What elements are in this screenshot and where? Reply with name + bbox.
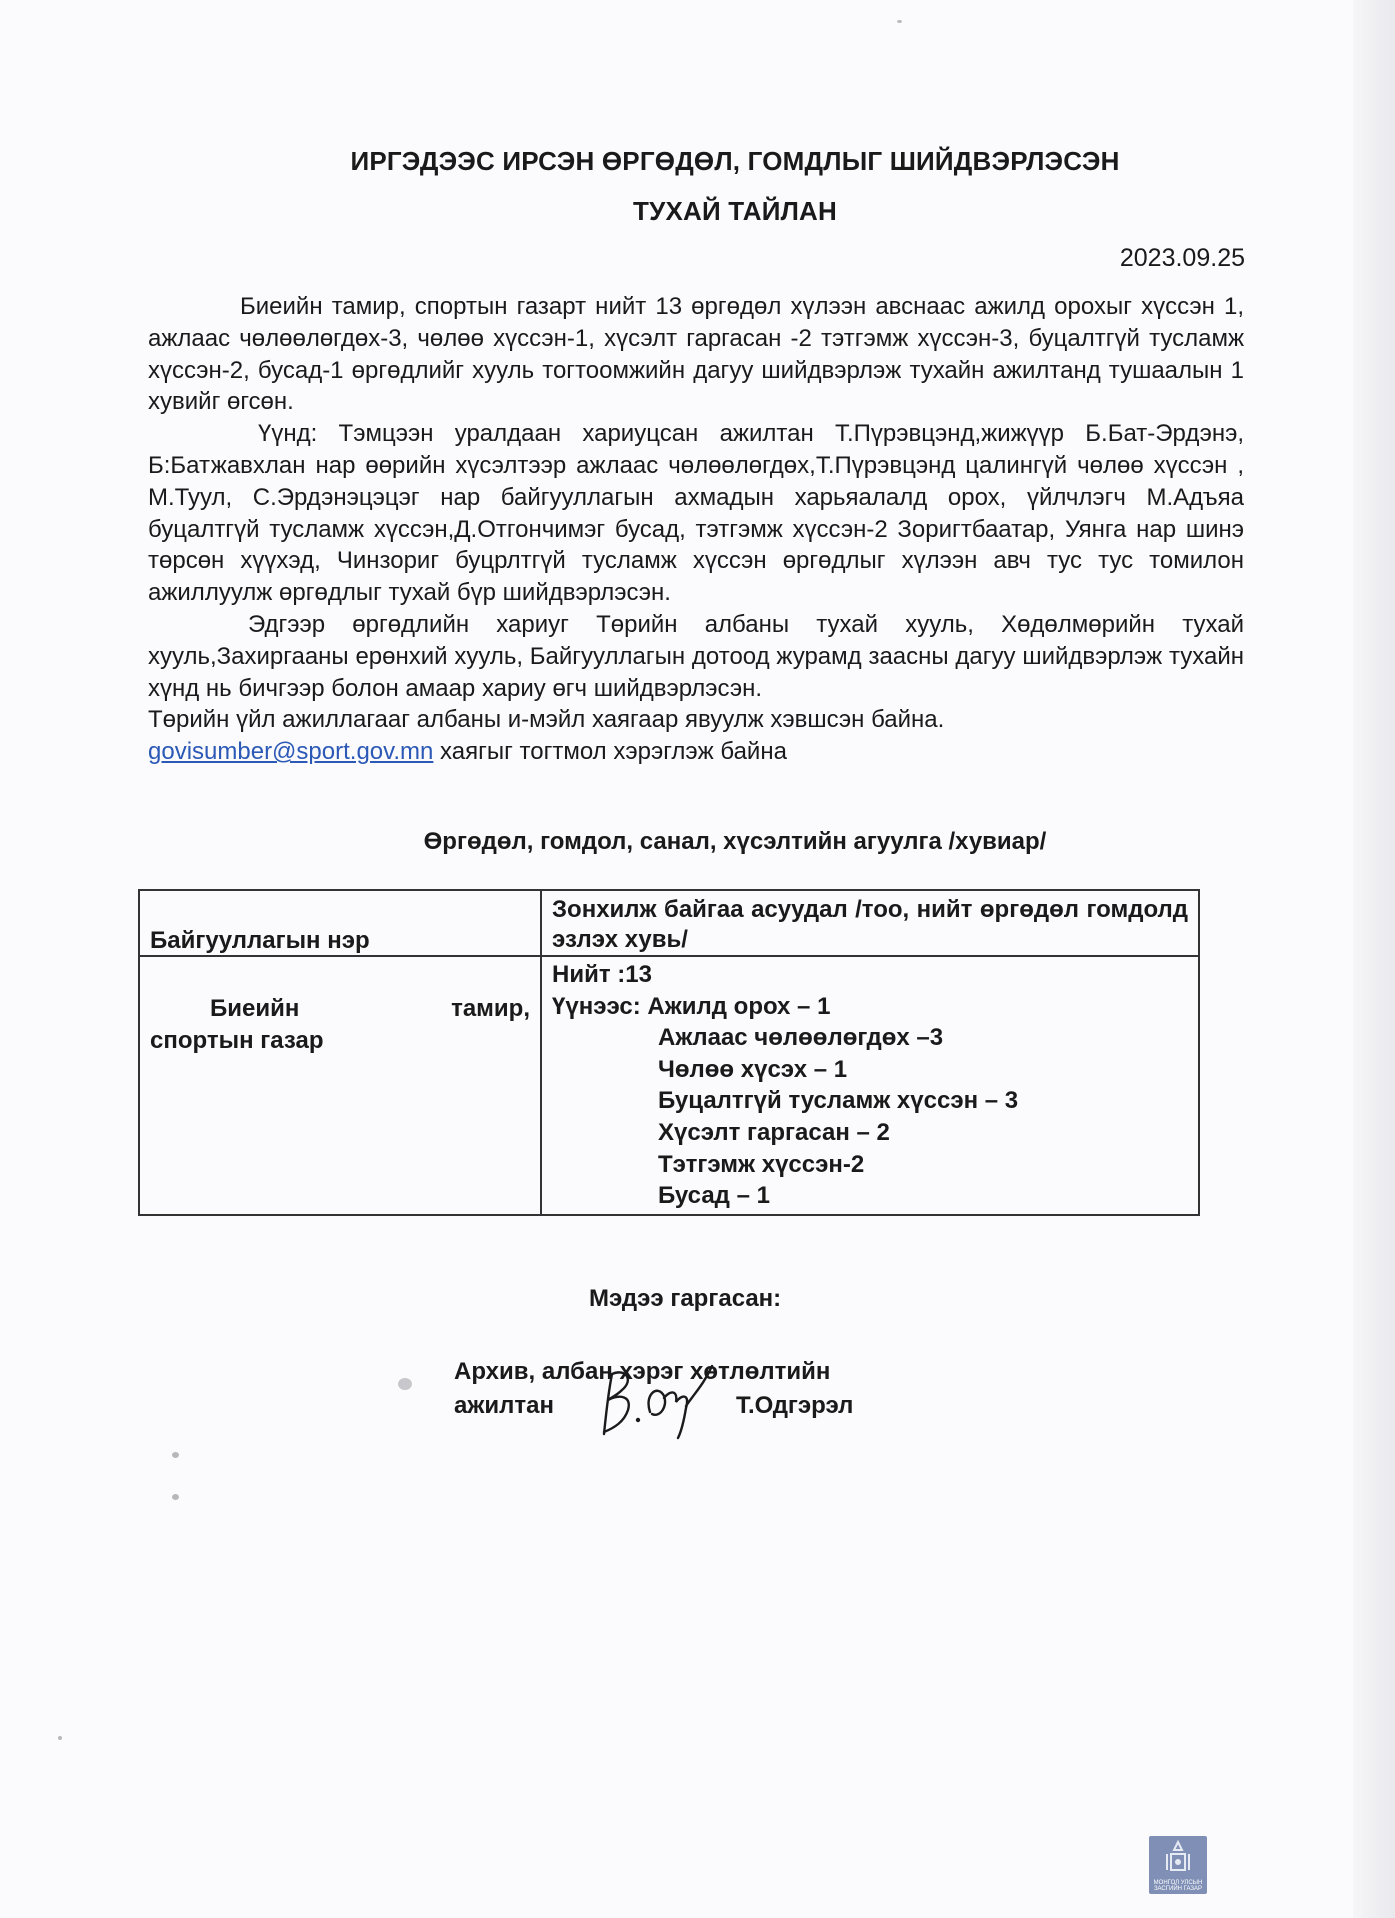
paragraph-email-line <box>148 736 1244 768</box>
report-title-line1: ИРГЭДЭЭС ИРСЭН ӨРГӨДӨЛ, ГОМДЛЫГ ШИЙДВЭРЛЭСЭН <box>350 146 1120 176</box>
org-name-word1: Биеийн <box>210 995 300 1022</box>
issues-first-line <box>552 991 1188 1023</box>
email-link[interactable]: govisumber@sport.gov.mn <box>148 738 434 766</box>
scan-speck <box>172 1452 179 1458</box>
paragraph-email-usage: Төрийн үйл ажиллагааг албаны и-мэйл хаягаар явуулж хэвшсэн байна. <box>148 706 945 734</box>
org-name-cell <box>139 956 541 1215</box>
paragraph-summary: Биеийн тамир, спортын газарт нийт 13 өргөдөл хүлээн авснаас ажилд орохыг хүссэн 1, ажлаас чөлөөлөгдөх-3, чөлөө хүссэн-1, хүсэлт гаргасан -2 тэтгэмж хүссэн-3, буцалтгүй тусламж хүссэн-2, бусад-1 өргөдлийг хууль тогтоомжийн дагуу шийдвэрлэж тухайн ажилтанд тушаалын 1 хувийг өгсөн. <box>148 293 1244 416</box>
paragraph-details: Үүнд: Тэмцээн уралдаан хариуцсан ажилтан Т.Пүрэвцэнд,жижүүр Б.Бат-Эрдэнэ, Б:Батжавхлан нар өөрийн хүсэлтээр ажлаас чөлөөлөгдөх,Т.Пүрэвцэнд цалингүй чөлөө хүссэн , М.Туул, С.Эрдэнэцэцэг нар байгууллагын ахмадын харьяалалд орох, үйлчлэгч М.Адъяа буцалтгүй тусламж хүссэн,Д.Отгончимэг бусад, тэтгэмж хүссэн-2 Зоригтбаатар, Уянга нар шинэ төрсөн хүүхэд, Чинзориг буцрлтгүй тусламж хүссэн өргөдлыг хүлээн авч тус тус томилон ажиллуулж өргөдлыг тухай бүр шийдвэрлэсэн. <box>148 420 1244 607</box>
signer-position-line2: ажилтан <box>454 1392 554 1419</box>
issue-item: Тэтгэмж хүссэн-2 <box>658 1150 865 1178</box>
table-header-row <box>139 890 1199 956</box>
issues-total: Нийт :13 <box>552 961 652 988</box>
scan-speck <box>897 20 902 23</box>
issue-item: Ажлаас чөлөөлөгдөх –3 <box>658 1024 944 1052</box>
report-title-line2: ТУХАЙ ТАЙЛАН <box>633 196 837 226</box>
prepared-by-heading: Мэдээ гаргасан: <box>589 1285 782 1312</box>
scan-edge-shade <box>1353 0 1395 1918</box>
header-org-name: Байгууллагын нэр <box>139 890 541 956</box>
report-date: 2023.09.25 <box>1119 244 1245 272</box>
scan-speck <box>172 1494 179 1500</box>
issue-item: Ажилд орох – 1 <box>647 992 831 1020</box>
org-name-line2: спортын газар <box>150 1027 324 1054</box>
table-row <box>139 956 1199 1215</box>
handwritten-signature <box>586 1354 726 1444</box>
signer-position-line1: Архив, албан хэрэг хөтлөлтийн <box>454 1358 831 1385</box>
report-body <box>148 291 1244 768</box>
scan-speck <box>398 1378 412 1390</box>
issue-item: Хүсэлт гаргасан – 2 <box>658 1118 890 1146</box>
signer-name: Т.Одгэрэл <box>736 1392 854 1419</box>
paragraph-resolution: Эдгээр өргөдлийн хариуг Төрийн албаны тухай хууль, Хөдөлмөрийн тухай хууль,Захиргааны ерөнхий хууль, Байгууллагын дотоод журамд заасны дагуу шийдвэрлэж тухайн хүнд нь бичгээр болон амаар хариу өгч шийдвэрлэсэн. <box>148 610 1244 702</box>
issue-item: Буцалтгүй тусламж хүссэн – 3 <box>658 1087 1019 1115</box>
issue-item: Бусад – 1 <box>658 1182 770 1210</box>
complaints-table <box>138 889 1200 1216</box>
scan-speck <box>58 1736 62 1740</box>
table-heading: Өргөдөл, гомдол, санал, хүсэлтийн агуулга /хувиар/ <box>423 828 1047 855</box>
emblem-caption: МОНГОЛ УЛСЫН ЗАСГИЙН ГАЗАР <box>1153 1880 1203 1892</box>
issues-label: Үүнээс: <box>552 992 641 1020</box>
header-main-issues: Зонхилж байгаа асуудал /тоо, нийт өргөдөл гомдолд эзлэх хувь/ <box>541 890 1199 956</box>
issue-item: Чөлөө хүсэх – 1 <box>658 1055 848 1083</box>
org-name-word2: тамир, <box>451 995 530 1022</box>
email-suffix: хаягыг тогтмол хэрэглэж байна <box>433 738 787 766</box>
issues-cell <box>541 956 1199 1215</box>
